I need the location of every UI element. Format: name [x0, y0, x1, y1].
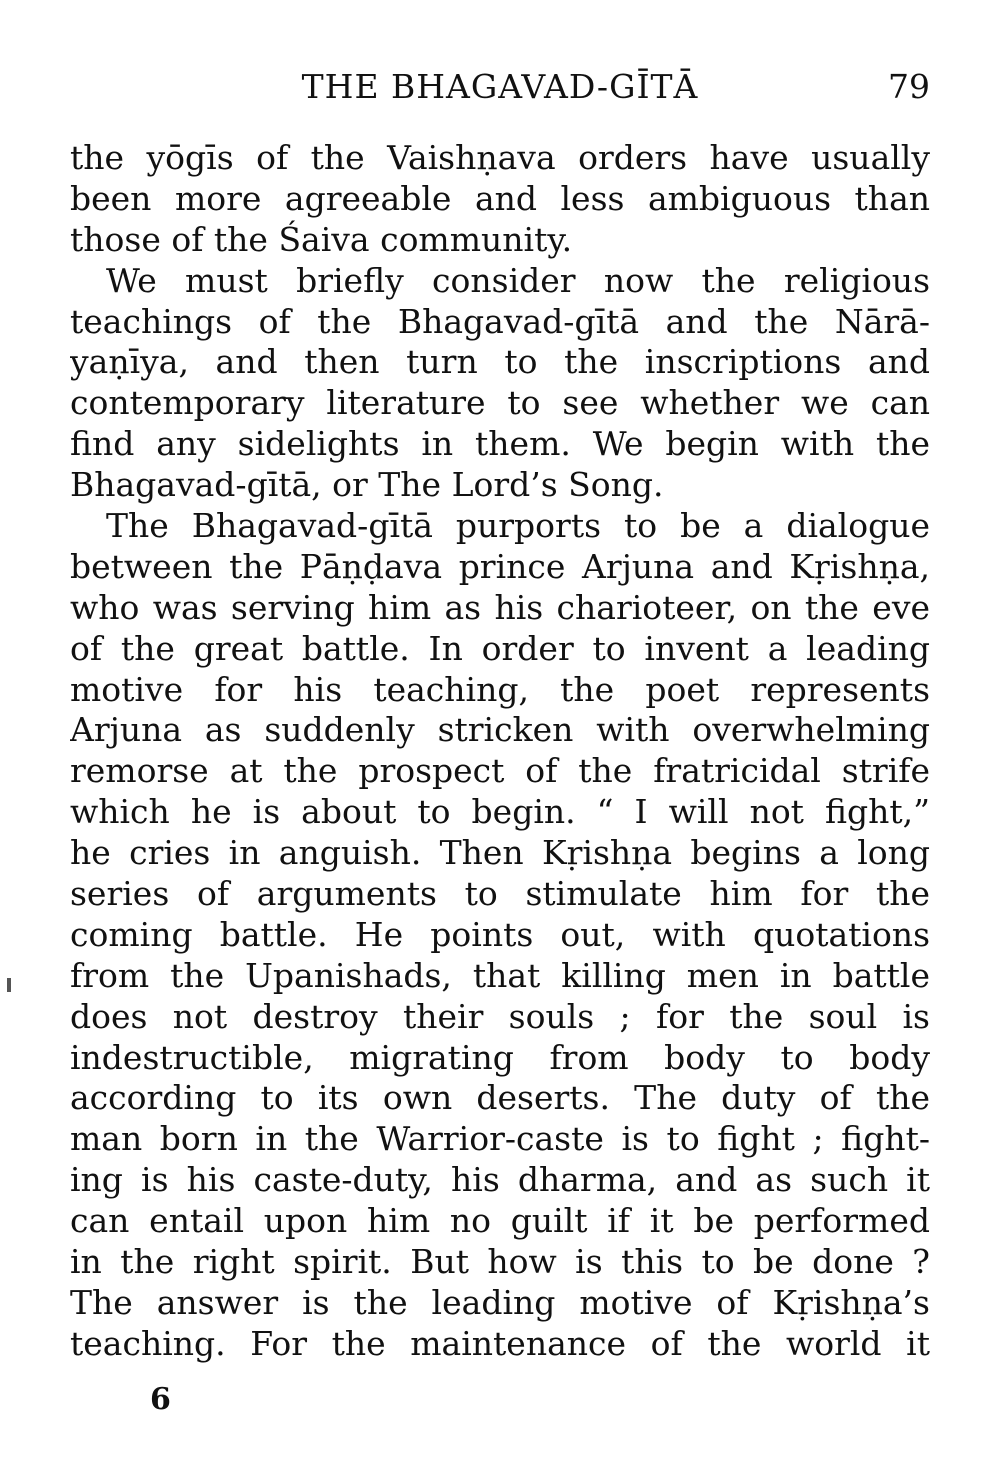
- text-line: according to its own deserts. The duty of the: [70, 1078, 930, 1118]
- running-head: [70, 62, 930, 112]
- page-number: 79: [888, 67, 930, 106]
- text-line: remorse at the prospect of the fratricidal strife: [70, 751, 930, 791]
- text-line: coming battle. He points out, with quotations: [70, 914, 930, 954]
- text-line: motive for his teaching, the poet represents: [70, 669, 930, 709]
- text-line: man born in the Warrior-caste is to fight ; fight-: [70, 1119, 930, 1159]
- margin-mark: [7, 978, 11, 992]
- text-line: The answer is the leading motive of Kṛishṇa’s: [70, 1282, 930, 1322]
- text-line: in the right spirit. But how is this to be done ?: [70, 1242, 930, 1282]
- text-line: the yōgīs of the Vaishṇava orders have usually: [70, 138, 930, 177]
- text-line: which he is about to begin. “ I will not fight,”: [70, 792, 930, 832]
- text-line: who was serving him as his charioteer, on the eve: [70, 587, 930, 627]
- text-line: indestructible, migrating from body to body: [70, 1037, 930, 1077]
- text-line: been more agreeable and less ambiguous than: [70, 178, 930, 218]
- text-line: teaching. For the maintenance of the world it: [70, 1323, 930, 1363]
- text-line: can entail upon him no guilt if it be performed: [70, 1201, 930, 1241]
- text-line: of the great battle. In order to invent a leading: [70, 628, 930, 668]
- text-line: find any sidelights in them. We begin with the: [70, 424, 930, 464]
- text-line: yaṇīya, and then turn to the inscriptions and: [70, 342, 930, 382]
- body-text: [70, 138, 930, 1365]
- text-line: does not destroy their souls ; for the soul is: [70, 996, 930, 1036]
- text-line: from the Upanishads, that killing men in battle: [70, 955, 930, 995]
- text-line: ing is his caste-duty, his dharma, and as such it: [70, 1160, 930, 1200]
- text-line: those of the Śaiva community.: [70, 219, 573, 259]
- text-line: Arjuna as suddenly stricken with overwhelming: [70, 710, 930, 750]
- running-title: THE BHAGAVAD-GĪTĀ: [301, 67, 699, 106]
- signature-mark: 6: [150, 1382, 171, 1417]
- text-line: The Bhagavad-gītā purports to be a dialogue: [106, 506, 930, 546]
- text-line: Bhagavad-gītā, or The Lord’s Song.: [70, 465, 664, 505]
- text-line: between the Pāṇḍava prince Arjuna and Kṛishṇa,: [70, 546, 930, 586]
- text-line: teachings of the Bhagavad-gītā and the Nārā-: [70, 301, 930, 341]
- text-line: contemporary literature to see whether we can: [70, 383, 930, 423]
- text-line: We must briefly consider now the religious: [106, 260, 930, 300]
- text-line: he cries in anguish. Then Kṛishṇa begins a long: [70, 833, 930, 873]
- text-line: series of arguments to stimulate him for the: [70, 874, 930, 914]
